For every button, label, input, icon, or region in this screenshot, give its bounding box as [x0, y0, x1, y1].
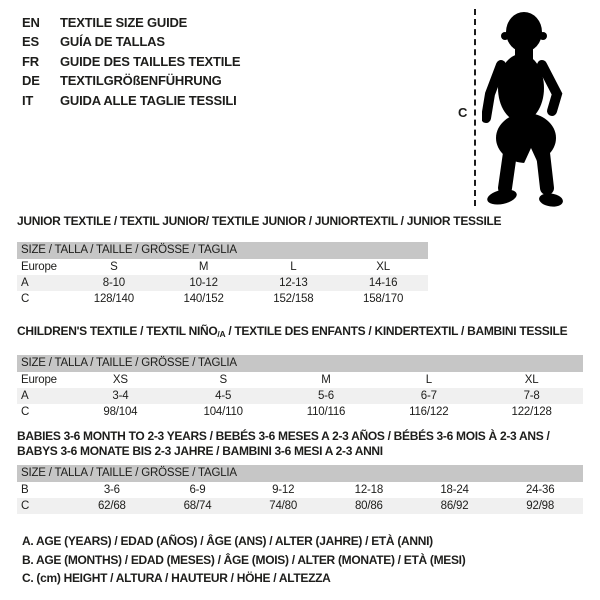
cell: 5-6	[317, 390, 334, 402]
cell: 18-24	[440, 484, 469, 496]
height-dashed-line	[474, 9, 476, 206]
size-header-bar: SIZE / TALLA / TAILLE / GRÖSSE / TAGLIA	[17, 465, 583, 482]
cell: 158/170	[363, 293, 404, 305]
cell: 110/116	[306, 406, 346, 418]
language-label: TEXTILE SIZE GUIDE	[60, 15, 188, 30]
cell: 14-16	[368, 277, 398, 289]
cell: 6-7	[420, 390, 437, 402]
junior-textile-table	[17, 214, 502, 307]
language-label: GUIDA ALLE TAGLIE TESSILI	[60, 92, 237, 108]
language-row-fr	[22, 52, 240, 71]
cell: XL	[524, 374, 539, 386]
language-title-block	[22, 13, 240, 110]
cell: 128/140	[93, 293, 134, 305]
row-label: B	[21, 484, 29, 496]
cell: 116/122	[409, 406, 449, 418]
language-row-en	[22, 13, 240, 32]
table-title-main: CHILDREN'S TEXTILE / TEXTIL NIÑO	[17, 324, 218, 338]
cell: 140/152	[183, 293, 224, 305]
cell: 6-9	[189, 484, 206, 496]
cell: 62/68	[97, 500, 126, 512]
cell: 24-36	[525, 484, 555, 496]
table-title-rest: / TEXTILE DES ENFANTS / KINDERTEXTIL / BAMBINI TESSILE	[225, 324, 568, 338]
table-row-c	[17, 404, 583, 420]
language-code: FR	[22, 53, 39, 69]
cell: 152/158	[273, 293, 314, 305]
cell: 4-5	[215, 390, 232, 402]
table-title-subscript: /A	[217, 329, 226, 339]
language-row-it	[22, 91, 240, 110]
language-code: ES	[22, 34, 39, 50]
language-code: DE	[22, 73, 40, 89]
table-row-c	[17, 291, 428, 307]
footnotes	[22, 532, 465, 588]
cell: L	[290, 261, 297, 273]
table-row-europe	[17, 372, 583, 388]
cell: 12-13	[279, 277, 308, 289]
cell: XS	[112, 374, 128, 386]
cell: XL	[376, 261, 390, 273]
cell: 10-12	[189, 277, 218, 289]
cell: 12-18	[354, 484, 384, 496]
cell: M	[198, 261, 209, 273]
height-c-label: C	[458, 105, 468, 120]
table-row-b	[17, 482, 583, 498]
size-header-bar: SIZE / TALLA / TAILLE / GRÖSSE / TAGLIA	[17, 355, 583, 372]
cell: 92/98	[526, 500, 555, 512]
cell: 3-6	[103, 484, 120, 496]
babies-textile-table	[17, 429, 583, 514]
cell: 104/110	[203, 406, 243, 418]
table-title-line2: BABYS 3-6 MONATE BIS 2-3 JAHRE / BAMBINI 3-6 MESI A 2-3 ANNI	[17, 444, 383, 458]
table-row-c	[17, 498, 583, 514]
cell: 86/92	[440, 500, 469, 512]
language-code: IT	[22, 92, 34, 108]
table-title-line1: BABIES 3-6 MONTH TO 2-3 YEARS / BEBÉS 3-6 MESES A 2-3 AÑOS / BÉBÉS 3-6 MOIS À 2-3 ANS /	[17, 429, 550, 443]
language-code: EN	[22, 15, 40, 30]
table-row-a	[17, 388, 583, 404]
cell: 3-4	[112, 390, 129, 402]
row-label: C	[21, 293, 30, 305]
language-row-de	[22, 71, 240, 90]
cell: 80/86	[354, 500, 383, 512]
footnote-a: A. AGE (YEARS) / EDAD (AÑOS) / ÂGE (ANS) / ALTER (JAHRE) / ETÀ (ANNI)	[22, 534, 433, 548]
row-label: Europe	[21, 261, 57, 273]
cell: M	[321, 374, 331, 386]
language-label: GUIDE DES TAILLES TEXTILE	[60, 53, 241, 69]
row-label: A	[21, 390, 29, 402]
table-title	[17, 324, 583, 341]
language-label: TEXTILGRÖßENFÜHRUNG	[60, 73, 222, 89]
cell: 9-12	[272, 484, 295, 496]
size-header-bar: SIZE / TALLA / TAILLE / GRÖSSE / TAGLIA	[17, 242, 428, 259]
cell: S	[219, 374, 227, 386]
row-label: C	[21, 500, 30, 512]
cell: 98/104	[103, 406, 138, 418]
row-label: Europe	[21, 374, 57, 386]
cell: 7-8	[523, 390, 540, 402]
row-label: C	[21, 406, 30, 418]
childrens-textile-table	[17, 324, 583, 420]
cell: 68/74	[183, 500, 212, 512]
table-title: JUNIOR TEXTILE / TEXTIL JUNIOR/ TEXTILE JUNIOR / JUNIORTEXTIL / JUNIOR TESSILE	[17, 214, 502, 228]
footnote-c: C. (cm) HEIGHT / ALTURA / HAUTEUR / HÖHE / ALTEZZA	[22, 571, 331, 585]
cell: L	[425, 374, 432, 386]
language-row-es	[22, 32, 240, 51]
footnote-b: B. AGE (MONTHS) / EDAD (MESES) / ÂGE (MOIS) / ALTER (MONATE) / ETÀ (MESI)	[22, 552, 466, 567]
cell: S	[110, 261, 118, 273]
baby-silhouette-icon	[482, 10, 566, 208]
cell: 74/80	[269, 500, 298, 512]
cell: 8-10	[102, 277, 125, 289]
cell: 122/128	[511, 406, 552, 418]
language-label: GUÍA DE TALLAS	[60, 34, 165, 50]
row-label: A	[21, 277, 29, 289]
table-row-europe	[17, 259, 428, 275]
table-row-a	[17, 275, 428, 291]
